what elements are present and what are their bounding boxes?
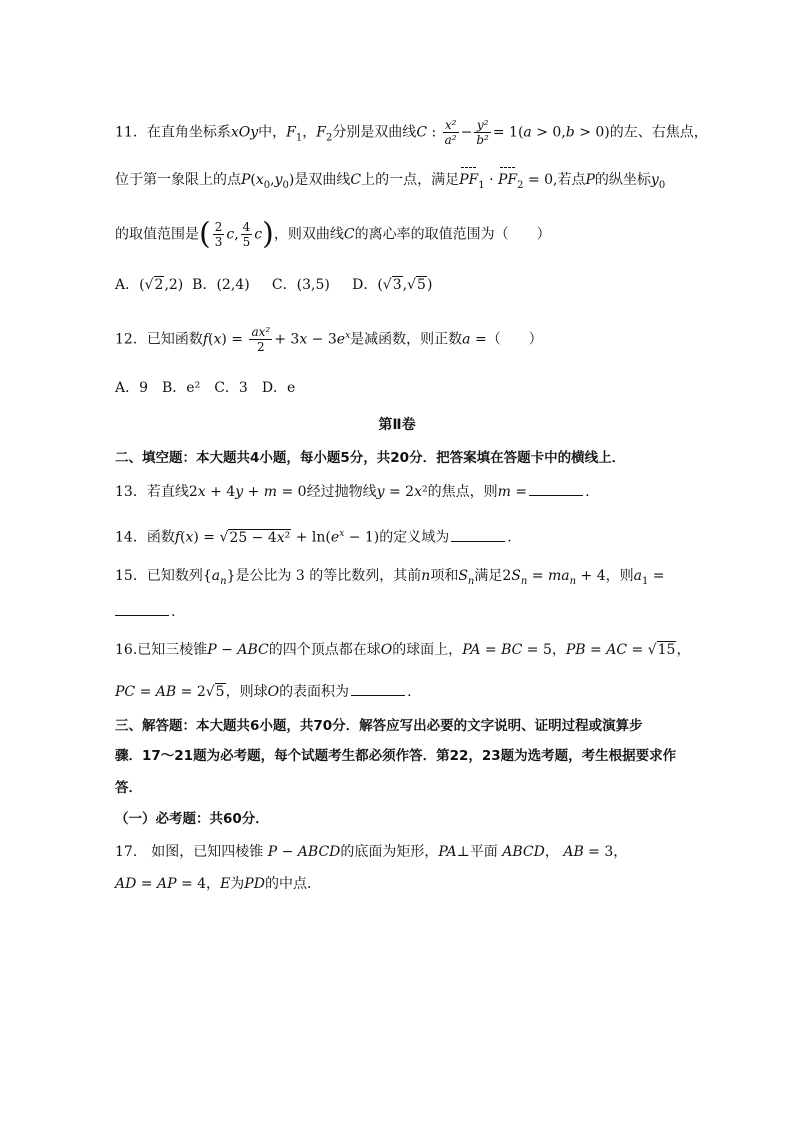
q11-line-2: 位于第一象限上的点$P(x_0,y_0)$是双曲线C上的一点，满足$PF_1 \cdot PF_2 = 0$,若点P的纵坐标$y_0$ xyxy=(115,172,666,191)
math-F2: F xyxy=(316,124,326,141)
math-C: C xyxy=(343,226,355,243)
q15-text: ，则 xyxy=(605,568,634,584)
q17-text: 的中点． xyxy=(264,876,321,892)
q16-text: ，则球 xyxy=(225,684,268,700)
q16-text: 的球面上， xyxy=(392,642,463,658)
q11-text: 上的一点，满足 xyxy=(361,172,460,188)
math-C: C xyxy=(416,124,428,141)
q13-line: 13．若直线2x + 4y + m = 0经过抛物线y = 2x²的焦点，则m = . xyxy=(115,484,590,500)
q11-text: 的纵坐标 xyxy=(594,172,651,188)
section-2-title: 第Ⅱ卷 xyxy=(378,417,416,433)
vector-PF2: PF xyxy=(497,172,518,188)
q11-text: ，则双曲线 xyxy=(273,226,344,243)
q12-line-1: 12．已知函数f(x) = $\frac{\text{ax²}}{2}$ + $3x - 3e^x$是减函数，则正数a =（ ） xyxy=(115,325,543,354)
section-3-header-3: 答． xyxy=(115,780,142,796)
q12-text: （ ） xyxy=(486,331,543,348)
q11-text: 位于第一象限上的点 xyxy=(115,172,241,188)
q11-text: 的左、右焦点， xyxy=(609,124,708,141)
vector-PF1: PF xyxy=(459,172,479,188)
q12-text: 是减函数，则正数 xyxy=(350,331,463,348)
q11-line-3: 的取值范围是( $\frac{2}{3}$ c, $\frac{4}{5}$ c)，则双曲线C的离心率的取值范围为（ ） xyxy=(115,216,551,252)
q15-line-1: 15．已知数列$\{a_n\}$是公比为 3 的等比数列，其前n项和$S_n$满足$2S_n = ma_n + 4$，则$a_1$ = xyxy=(115,568,665,587)
q16-text: 16.已知三棱锥 xyxy=(115,642,208,658)
q13-text: 的焦点，则 xyxy=(427,484,498,500)
q17-text: ， xyxy=(544,844,559,860)
q11-line-1: 11．在直角坐标系xOy中，$F_1$，$F_2$分别是双曲线C : $\frac{\text{x²}}{\text{a²}}$ − $\frac{\text{y²}}{\text{b²}}$ = 1(a > 0,b > 0)的左、右焦点， xyxy=(115,118,708,147)
math-y0: y xyxy=(650,172,659,188)
section-2-header: 二、填空题：本大题共4小题，每小题5分，共20分．把答案填在答题卡中的横线上． xyxy=(115,450,626,466)
q16-text: 的表面积为 xyxy=(279,684,350,700)
section-3-header-1: 三、解答题：本大题共6小题，共70分．解答应写出必要的文字说明、证明过程或演算步 xyxy=(115,718,643,734)
math-point-P: P xyxy=(241,172,251,188)
math-F1: F xyxy=(286,124,296,141)
q17-text: 的底面为矩形， xyxy=(340,844,439,860)
q13-text: 经过抛物线 xyxy=(306,484,377,500)
q17-line-2: AD = AP = 4，E为PD的中点． xyxy=(115,876,321,892)
q11-text: 的离心率的取值范围为（ ） xyxy=(354,226,551,243)
option-d-label: D． xyxy=(352,277,378,293)
q13-text: 13．若直线 xyxy=(115,484,189,500)
q11-text: ,若点 xyxy=(553,172,586,188)
q11-options: A．(√2,2) B．(2,4) C．(3,5) D．(√3,√5) xyxy=(115,277,433,293)
answer-blank[interactable] xyxy=(115,603,169,616)
q17-line-1: 17． 如图，已知四棱锥 P − ABCD的底面为矩形，PA⊥平面 ABCD， AB = 3， xyxy=(115,844,628,860)
q12-options xyxy=(115,378,295,398)
q16-line-1: 16.已知三棱锥P − ABC的四个顶点都在球O的球面上，PA = BC = 5，PB = AC = √15， xyxy=(115,642,691,658)
q11-text: 11．在直角坐标系 xyxy=(115,124,231,141)
fraction-4-5: $\frac{4}{5}$ xyxy=(242,220,251,249)
q15-text: 项和 xyxy=(430,568,459,584)
option-c-label: C． xyxy=(271,277,297,293)
required-header: （一）必考题：共60分． xyxy=(115,811,269,827)
fraction-ax2-2: $\frac{\text{ax²}}{2}$ xyxy=(251,325,271,354)
q11-text: 的取值范围是 xyxy=(115,226,199,243)
math-xOy: xOy xyxy=(230,124,259,141)
q15-text: 15．已知数列 xyxy=(115,568,203,584)
q11-text: 是双曲线 xyxy=(294,172,351,188)
q17-text: 平面 xyxy=(469,844,498,860)
q17-text: 为 xyxy=(230,876,245,892)
q12-text: 12．已知函数 xyxy=(115,331,203,348)
q15-text: 满足 xyxy=(474,568,503,584)
option-a-label: A． xyxy=(115,277,140,293)
q14-text: 14．函数 xyxy=(115,529,175,546)
math-C: C xyxy=(350,172,362,188)
answer-blank[interactable] xyxy=(451,529,505,542)
q16-text: 的四个顶点都在球 xyxy=(268,642,381,658)
q11-text: 中， xyxy=(258,124,287,141)
q14-line: 14．函数$f(x) = √25 - 4x^2 + \ln(e^x - 1)$的定义域为 . xyxy=(115,529,512,546)
section-3-header-2: 骤．17～21题为必考题，每个试题考生都必须作答．第22，23题为选考题，考生根据要求作 xyxy=(115,748,677,764)
q14-text: 的定义域为 xyxy=(379,529,450,546)
option-b-label: B． xyxy=(192,277,217,293)
q11-text: 分别是双曲线 xyxy=(332,124,417,141)
q12-options-text: A．9 B．e² C．3 D．e xyxy=(115,380,296,396)
answer-blank[interactable] xyxy=(529,483,583,496)
fraction-x2-a2: $\frac{\text{x²}}{\text{a²}}$ xyxy=(444,118,457,147)
answer-blank[interactable] xyxy=(351,683,405,696)
fraction-y2-b2: $\frac{\text{y²}}{\text{b²}}$ xyxy=(476,118,489,147)
q17-text: 17． 如图，已知四棱锥 xyxy=(115,844,264,860)
math-P: P xyxy=(585,172,595,188)
fraction-2-3: $\frac{2}{3}$ xyxy=(214,220,223,249)
q16-line-2: PC = AB = 2√5，则球O的表面积为 . xyxy=(115,684,412,700)
q15-line-2: . xyxy=(115,602,175,622)
q15-text: 是公比为 3 的等比数列，其前 xyxy=(235,568,422,584)
